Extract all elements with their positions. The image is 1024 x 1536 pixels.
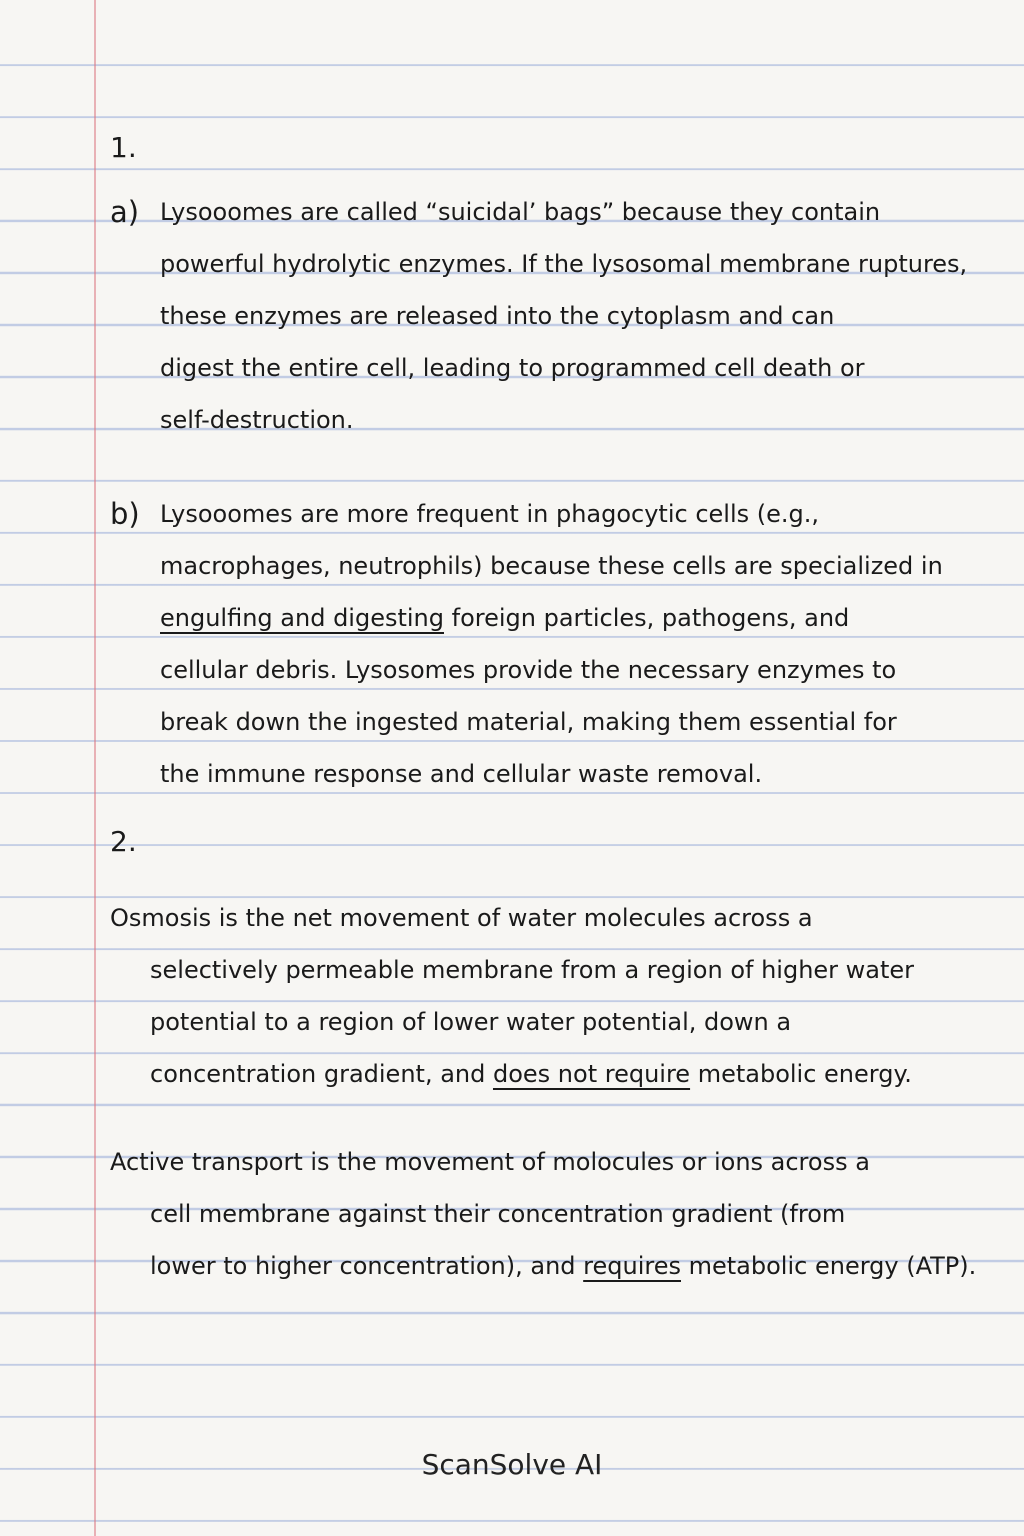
answer-line	[110, 1240, 976, 1292]
answer-line	[110, 1048, 914, 1100]
answer-text: metabolic energy.	[690, 1060, 912, 1088]
answer-line: self-destruction.	[160, 406, 354, 434]
question-1a-body	[160, 186, 967, 446]
answer-line: powerful hydrolytic enzymes. If the lysosomal membrane ruptures,	[160, 250, 968, 278]
question-1b-label: b)	[110, 497, 140, 531]
answer-text: lower to higher concentration), and	[150, 1252, 584, 1280]
underlined-phrase: does not require	[492, 1060, 691, 1088]
answer-line: cell membrane against their concentration gradient (from	[150, 1200, 846, 1228]
answer-line: Active transport is the movement of molocules or ions across a	[110, 1148, 870, 1176]
margin-line	[94, 0, 96, 1536]
question-1-number: 1.	[110, 131, 137, 164]
answer-line: digest the entire cell, leading to programmed cell death or	[160, 354, 865, 382]
answer-line: selectively permeable membrane from a region of higher water	[150, 956, 915, 984]
answer-line: potential to a region of lower water potential, down a	[150, 1008, 792, 1036]
osmosis-body	[110, 892, 914, 1100]
underlined-phrase: requires	[583, 1252, 681, 1280]
answer-line: macrophages, neutrophils) because these cells are specialized in	[160, 552, 943, 580]
answer-line	[160, 592, 943, 644]
answer-line: Lysooomes are called “suicidal’ bags” because they contain	[160, 198, 881, 226]
answer-text: foreign particles, pathogens, and	[444, 604, 850, 632]
answer-line: break down the ingested material, making them essential for	[160, 708, 897, 736]
answer-line: these enzymes are released into the cytoplasm and can	[160, 302, 835, 330]
question-2-number: 2.	[110, 825, 137, 858]
answer-line: Lysooomes are more frequent in phagocytic cells (e.g.,	[160, 500, 820, 528]
question-1b-body	[160, 488, 943, 800]
answer-text: concentration gradient, and	[150, 1060, 493, 1088]
answer-line: the immune response and cellular waste removal.	[160, 760, 763, 788]
underlined-phrase: engulfing and digesting	[160, 604, 444, 632]
answer-text: metabolic energy (ATP).	[681, 1252, 977, 1280]
answer-line: Osmosis is the net movement of water molecules across a	[110, 904, 813, 932]
question-1a-label: a)	[110, 195, 140, 229]
brand-footer: ScanSolve AI	[421, 1448, 603, 1481]
active-transport-body	[110, 1136, 976, 1292]
answer-line: cellular debris. Lysosomes provide the necessary enzymes to	[160, 656, 897, 684]
